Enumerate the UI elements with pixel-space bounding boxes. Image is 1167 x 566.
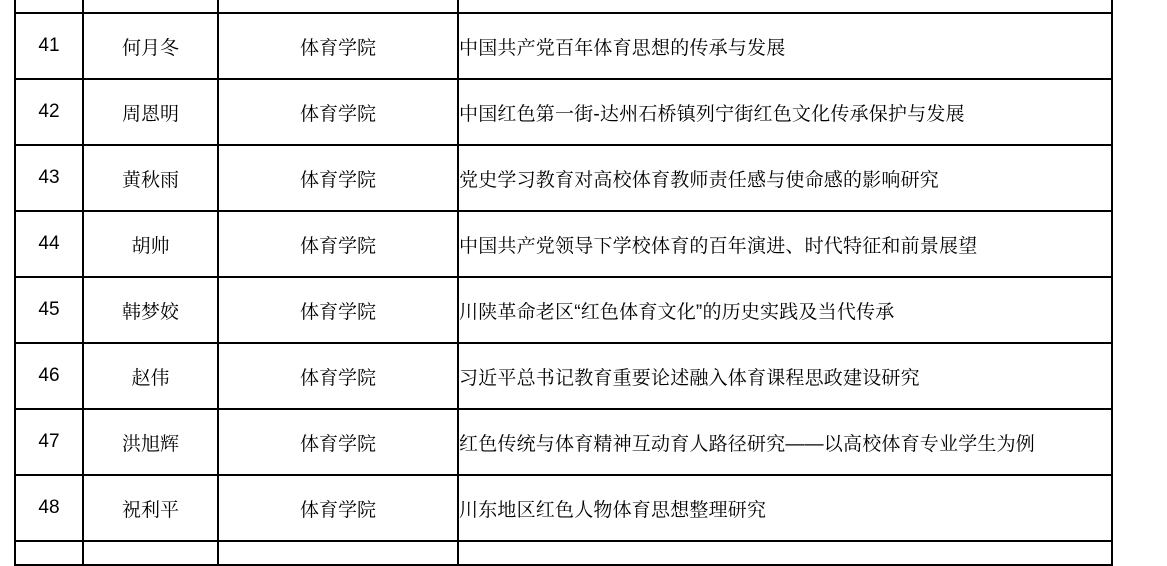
- cell-title: 川陕革命老区“红色体育文化”的历史实践及当代传承: [458, 277, 1112, 343]
- cell-dept: 体育学院: [218, 277, 458, 343]
- cell-name: 胡帅: [83, 211, 218, 277]
- cell-num: 43: [15, 145, 83, 211]
- cell-num: [15, 541, 83, 565]
- table-row: [15, 475, 1112, 541]
- cell-title: 中国共产党领导下学校体育的百年演进、时代特征和前景展望: [458, 211, 1112, 277]
- cell-title: [458, 541, 1112, 565]
- cell-name: 周恩明: [83, 79, 218, 145]
- cell-dept: [218, 0, 458, 13]
- cell-dept: 体育学院: [218, 475, 458, 541]
- cell-dept: 体育学院: [218, 343, 458, 409]
- cell-num: 48: [15, 475, 83, 541]
- table-row-partial-bottom: [15, 541, 1112, 565]
- cell-dept: 体育学院: [218, 211, 458, 277]
- cell-title: 党史学习教育对高校体育教师责任感与使命感的影响研究: [458, 145, 1112, 211]
- table-row: [15, 343, 1112, 409]
- table-row-partial-top: [15, 0, 1112, 13]
- cell-num: [15, 0, 83, 13]
- table-row: [15, 211, 1112, 277]
- cell-name: [83, 541, 218, 565]
- cell-name: 祝利平: [83, 475, 218, 541]
- cell-title: 习近平总书记教育重要论述融入体育课程思政建设研究: [458, 343, 1112, 409]
- cell-num: 44: [15, 211, 83, 277]
- cell-name: 韩梦姣: [83, 277, 218, 343]
- table-row: [15, 13, 1112, 79]
- table-row: [15, 79, 1112, 145]
- cell-dept: 体育学院: [218, 145, 458, 211]
- cell-title: [458, 0, 1112, 13]
- cell-title: 川东地区红色人物体育思想整理研究: [458, 475, 1112, 541]
- cell-title: 中国共产党百年体育思想的传承与发展: [458, 13, 1112, 79]
- cell-name: 黄秋雨: [83, 145, 218, 211]
- cell-dept: 体育学院: [218, 79, 458, 145]
- table-body: [15, 0, 1112, 565]
- cell-title: 中国红色第一街-达州石桥镇列宁街红色文化传承保护与发展: [458, 79, 1112, 145]
- cell-dept: [218, 541, 458, 565]
- table-row: [15, 409, 1112, 475]
- cell-title: 红色传统与体育精神互动育人路径研究——以高校体育专业学生为例: [458, 409, 1112, 475]
- cell-name: 何月冬: [83, 13, 218, 79]
- cell-name: [83, 0, 218, 13]
- cell-num: 41: [15, 13, 83, 79]
- cell-num: 47: [15, 409, 83, 475]
- cell-dept: 体育学院: [218, 13, 458, 79]
- cell-name: 赵伟: [83, 343, 218, 409]
- table-row: [15, 145, 1112, 211]
- table-row: [15, 277, 1112, 343]
- cell-name: 洪旭辉: [83, 409, 218, 475]
- cell-num: 42: [15, 79, 83, 145]
- cell-dept: 体育学院: [218, 409, 458, 475]
- cell-num: 46: [15, 343, 83, 409]
- project-list-table: [14, 0, 1113, 566]
- cell-num: 45: [15, 277, 83, 343]
